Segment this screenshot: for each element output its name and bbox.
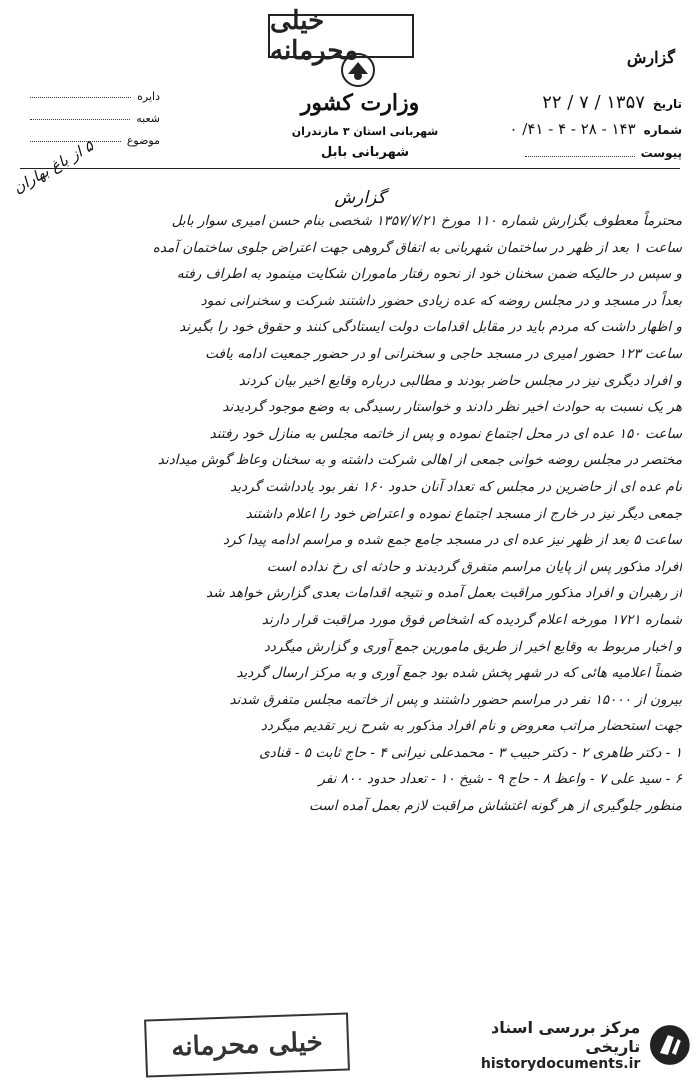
- circle-field: [30, 90, 160, 103]
- watermark-text: [432, 1018, 640, 1072]
- letter-line: مختصر در مجلس روضه خوانی جمعی از اهالی شرکت داشته و به سخنان وعاظ گوش میدادند: [157, 452, 682, 469]
- report-title: گزارش: [626, 48, 675, 67]
- letter-line: نام عده ای از حاضرین در مجلس که تعداد آنان حدود ۱۶۰ نفر بود یادداشت گردید: [230, 478, 682, 495]
- circle-dots: [30, 96, 131, 98]
- letter-line: ساعت ۱ بعد از ظهر در ساختمان شهربانی به اتفاق گروهی جهت اعتراض جلوی ساختمان آمده: [152, 239, 682, 256]
- letter-heading: گزارش: [334, 188, 386, 208]
- letter-line: ۱ - دکتر طاهری ۲ - دکتر حبیب ۳ - محمدعلی نیرانی ۴ - حاج ثابت ۵ - قنادی: [259, 744, 682, 761]
- office-title: شهربانی بابل: [320, 145, 410, 160]
- letter-line: و افراد دیگری نیز در مجلس حاضر بودند و مطالبی درباره وقایع اخیر بیان کردند: [238, 372, 682, 389]
- letter-line: جمعی دیگر نیز در خارج از مسجد اجتماع نموده و اعتراض خود را اعلام داشتند: [245, 505, 682, 522]
- branch-field: [30, 112, 160, 125]
- archive-watermark: [432, 1016, 692, 1074]
- circle-label: دایره: [137, 90, 160, 103]
- letter-line: منظور جلوگیری از هر گونه اغتشاش مراقبت لازم بعمل آمده است: [309, 798, 682, 815]
- letter-line: هر یک نسبت به حوادث اخیر نظر دادند و خواستار رسیدگی به وضع موجود گردیدند: [222, 399, 682, 416]
- header-divider: [20, 168, 680, 169]
- letter-line: ضمناً اعلامیه هائی که در شهر پخش شده بود جمع آوری و به مرکز ارسال گردید: [236, 665, 682, 682]
- subject-field: [30, 134, 160, 147]
- letter-line: و اخبار مربوط به وقایع اخیر از طریق مامورین جمع آوری و گزارش میگردد: [263, 638, 682, 655]
- letter-line: از رهبران و افراد مذکور مراقبت بعمل آمده و نتیجه اقدامات بعدی گزارش خواهد شد: [206, 585, 682, 602]
- letter-line: محترماً معطوف بگزارش شماره ۱۱۰ مورخ ۱۳۵۷/۷/۲۱ شخصی بنام حسن امیری سوار بابل: [171, 213, 682, 229]
- attachment-field: [525, 146, 682, 160]
- letter-line: ساعت ۱۵۰ عده ای در محل اجتماع نموده و پس از خاتمه مجلس به منازل خود رفتند: [209, 425, 682, 442]
- letter-line: و اظهار داشت که مردم باید در مقابل اقدامات دولت ایستادگی کنند و حقوق خود را بگیرند: [179, 319, 682, 336]
- subject-dots: [30, 140, 121, 142]
- letter-line: ۶ - سید علی ۷ - واعظ ۸ - حاج ۹ - شیخ ۱۰ - تعداد حدود ۸۰۰ نفر: [318, 771, 682, 788]
- department-title: شهربانی استان ۳ مازندران: [291, 125, 439, 138]
- attachment-dots: [525, 156, 635, 157]
- archive-logo-icon: [648, 1023, 692, 1067]
- corner-note: ۵ از باغ بهاران: [9, 136, 97, 198]
- branch-label: شعبه: [136, 112, 160, 125]
- number-field: [509, 120, 682, 138]
- date-field: [542, 92, 682, 113]
- ministry-title: وزارت کشور: [300, 90, 420, 116]
- emblem-icon: [338, 50, 378, 90]
- number-value: ۱۴۳ - ۲۸ - ۴ - ۴۱/ ۰: [509, 120, 636, 138]
- letter-line: شماره ۱۷۲۱ مورخه اعلام گردیده که اشخاص فوق مورد مراقبت قرار دارند: [261, 611, 682, 628]
- letter-line: ساعت ۵ بعد از ظهر نیز عده ای در مسجد جامع جمع شده و مراسم ادامه پیدا کرد: [222, 532, 682, 549]
- letter-body: [22, 208, 682, 1018]
- letter-line: و سپس در حالیکه ضمن سخنان خود از نحوه رفتار ماموران شکایت مینمود به اطراف رفته: [176, 266, 682, 283]
- attachment-label: پیوست: [640, 146, 682, 160]
- branch-dots: [30, 118, 130, 120]
- date-label: تاریخ: [652, 97, 682, 111]
- subject-label: موضوع: [126, 134, 160, 147]
- watermark-url: historydocuments.ir: [480, 1056, 641, 1072]
- number-label: شماره: [643, 123, 682, 137]
- letter-line: ساعت ۱۲۳ حضور امیری در مسجد حاجی و سخنرانی او در حضور جمعیت ادامه یافت: [205, 345, 682, 362]
- confidential-stamp: خیلی محرمانه: [268, 14, 414, 58]
- letter-line: جهت استحضار مراتب معروض و نام افراد مذکور به شرح زیر تقدیم میگردد: [260, 718, 682, 735]
- confidential-stamp-bottom: خیلی محرمانه: [144, 1012, 350, 1077]
- letter-line: افراد مذکور پس از پایان مراسم متفرق گردیدند و حادثه ای رخ نداده است: [266, 558, 682, 575]
- date-value: ۱۳۵۷ / ۷ / ۲۲: [542, 92, 645, 113]
- letter-line: بعداً در مسجد و در مجلس روضه که عده زیادی حضور داشتند شرکت و سخنرانی نمود: [200, 292, 682, 309]
- watermark-title: مرکز بررسی اسناد تاریخی: [490, 1018, 641, 1056]
- letter-line: بیرون از ۱۵۰۰۰ نفر در مراسم حضور داشتند و پس از خاتمه مجلس متفرق شدند: [229, 691, 682, 708]
